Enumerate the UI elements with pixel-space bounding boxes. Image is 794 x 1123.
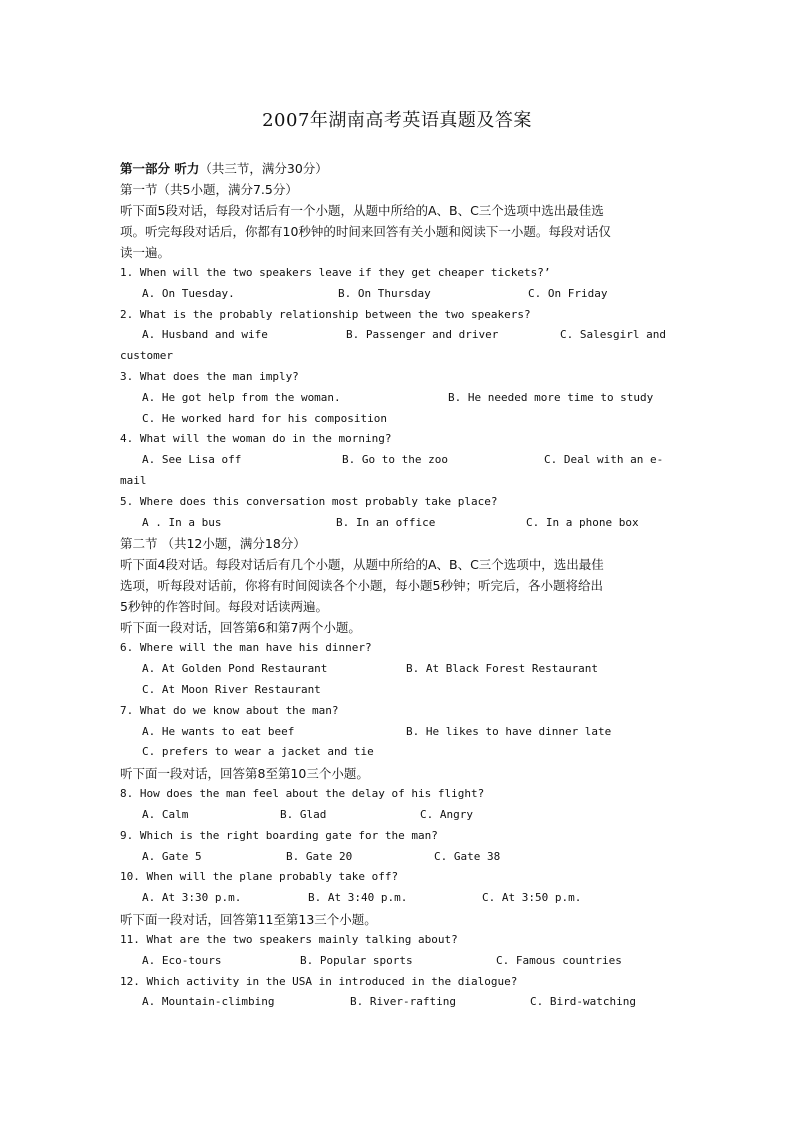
question-options xyxy=(120,992,680,1013)
option-b: B. In an office xyxy=(336,515,436,529)
question-text: 12. Which activity in the USA in introduced in the dialogue? xyxy=(120,974,518,988)
option-c: C. At 3:50 p.m. xyxy=(482,891,582,905)
dialog-instruction: 听下面一段对话，回答第6和第7两个小题。 xyxy=(120,620,361,636)
option-b: B. Gate 20 xyxy=(286,849,353,863)
question-text: 2. What is the probably relationship between the two speakers? xyxy=(120,307,531,321)
option-a: A. He got help from the woman. xyxy=(142,390,341,404)
question-text: 4. What will the woman do in the morning? xyxy=(120,432,392,446)
dialog-instruction: 听下面一段对话，回答第11至第13三个小题。 xyxy=(120,911,377,927)
option-a: A. Mountain-climbing xyxy=(142,995,275,1009)
question-options xyxy=(120,450,680,471)
option-c: C. On Friday xyxy=(528,286,608,300)
option-c: C. Angry xyxy=(420,807,473,821)
option-a: A. On Tuesday. xyxy=(142,286,235,300)
option-c: C. Bird-watching xyxy=(530,995,636,1009)
option-c: C. Salesgirl and xyxy=(560,328,666,342)
question-options xyxy=(120,388,680,409)
page-title: 2007年湖南高考英语真题及答案 xyxy=(262,110,532,131)
question-options xyxy=(120,722,680,743)
instruction-line: 读一遍。 xyxy=(120,245,171,260)
exam-content xyxy=(120,158,680,1013)
option-c: C. In a phone box xyxy=(526,515,639,529)
question-text: 11. What are the two speakers mainly talking about? xyxy=(120,932,458,946)
section1-instructions xyxy=(120,200,680,263)
question-text: 10. When will the plane probably take off? xyxy=(120,870,399,884)
option-b: B. On Thursday xyxy=(338,286,431,300)
question-options xyxy=(120,805,680,826)
option-a: A. At Golden Pond Restaurant xyxy=(142,662,328,676)
section2-instructions xyxy=(120,554,680,617)
option-b: B. He needed more time to study xyxy=(448,390,654,404)
question-options xyxy=(120,742,680,763)
section2-heading: 第二节 （共12小题，满分18分） xyxy=(120,536,306,552)
option-b: B. Go to the zoo xyxy=(342,453,448,467)
instruction-line: 听下面5段对话，每段对话后有一个小题，从题中所给的A、B、C三个选项中选出最佳选 xyxy=(120,203,604,218)
option-a: A. Eco-tours xyxy=(142,953,222,967)
option-a: A. Calm xyxy=(142,807,189,821)
option-b: B. Passenger and driver xyxy=(346,328,499,342)
section1-heading: 第一节（共5小题，满分7.5分） xyxy=(120,182,298,197)
question-text: 3. What does the man imply? xyxy=(120,369,299,383)
option-a: A. At 3:30 p.m. xyxy=(142,891,242,905)
question-options xyxy=(120,284,680,305)
question-options xyxy=(120,847,680,868)
option-c: C. Deal with an e- xyxy=(544,453,664,467)
question-options xyxy=(120,680,680,701)
question-text: 6. Where will the man have his dinner? xyxy=(120,641,372,655)
instruction-line: 项。听完每段对话后，你都有10秒钟的时间来回答有关小题和阅读下一小题。每段对话仅 xyxy=(120,224,611,239)
question-options xyxy=(120,659,680,680)
part1-heading-rest: （共三节，满分30分） xyxy=(199,161,328,176)
question-options xyxy=(120,513,680,534)
option-a: A. He wants to eat beef xyxy=(142,724,295,738)
option-a: A. See Lisa off xyxy=(142,453,242,467)
option-a: A. Gate 5 xyxy=(142,849,202,863)
part1-heading xyxy=(120,158,680,179)
option-wrap: customer xyxy=(120,349,173,363)
question-text: 1. When will the two speakers leave if they get cheaper tickets?’ xyxy=(120,266,551,279)
option-b: B. At Black Forest Restaurant xyxy=(406,662,599,676)
dialog-instruction: 听下面一段对话，回答第8至第10三个小题。 xyxy=(120,766,369,782)
question-text: 9. Which is the right boarding gate for the man? xyxy=(120,828,438,842)
question-options xyxy=(120,888,680,909)
question-options xyxy=(120,951,680,972)
instruction-line: 听下面4段对话。每段对话后有几个小题，从题中所给的A、B、C三个选项中，选出最佳 xyxy=(120,557,604,573)
option-c: C. prefers to wear a jacket and tie xyxy=(142,745,374,759)
option-b: B. He likes to have dinner late xyxy=(406,724,612,738)
option-c: C. Gate 38 xyxy=(434,849,501,863)
option-b: B. River-rafting xyxy=(350,995,456,1009)
option-a: A. Husband and wife xyxy=(142,328,268,342)
option-b: B. Glad xyxy=(280,807,327,821)
option-b: B. At 3:40 p.m. xyxy=(308,891,408,905)
option-c: C. He worked hard for his composition xyxy=(142,411,388,425)
question-options xyxy=(120,409,680,430)
question-text: 5. Where does this conversation most probably take place? xyxy=(120,494,498,508)
instruction-line: 选项，听每段对话前，你将有时间阅读各个小题，每小题5秒钟；听完后，各小题将给出 xyxy=(120,578,603,594)
option-b: B. Popular sports xyxy=(300,953,413,967)
question-text: 8. How does the man feel about the delay of his flight? xyxy=(120,787,485,801)
option-wrap: mail xyxy=(120,473,147,487)
option-c: C. Famous countries xyxy=(496,953,622,967)
option-c: C. At Moon River Restaurant xyxy=(142,682,321,696)
option-a: A . In a bus xyxy=(142,515,222,529)
question-text: 7. What do we know about the man? xyxy=(120,703,339,717)
instruction-line: 5秒钟的作答时间。每段对话读两遍。 xyxy=(120,599,328,615)
question-options xyxy=(120,325,680,346)
part1-heading-bold: 第一部分 听力 xyxy=(120,161,200,176)
